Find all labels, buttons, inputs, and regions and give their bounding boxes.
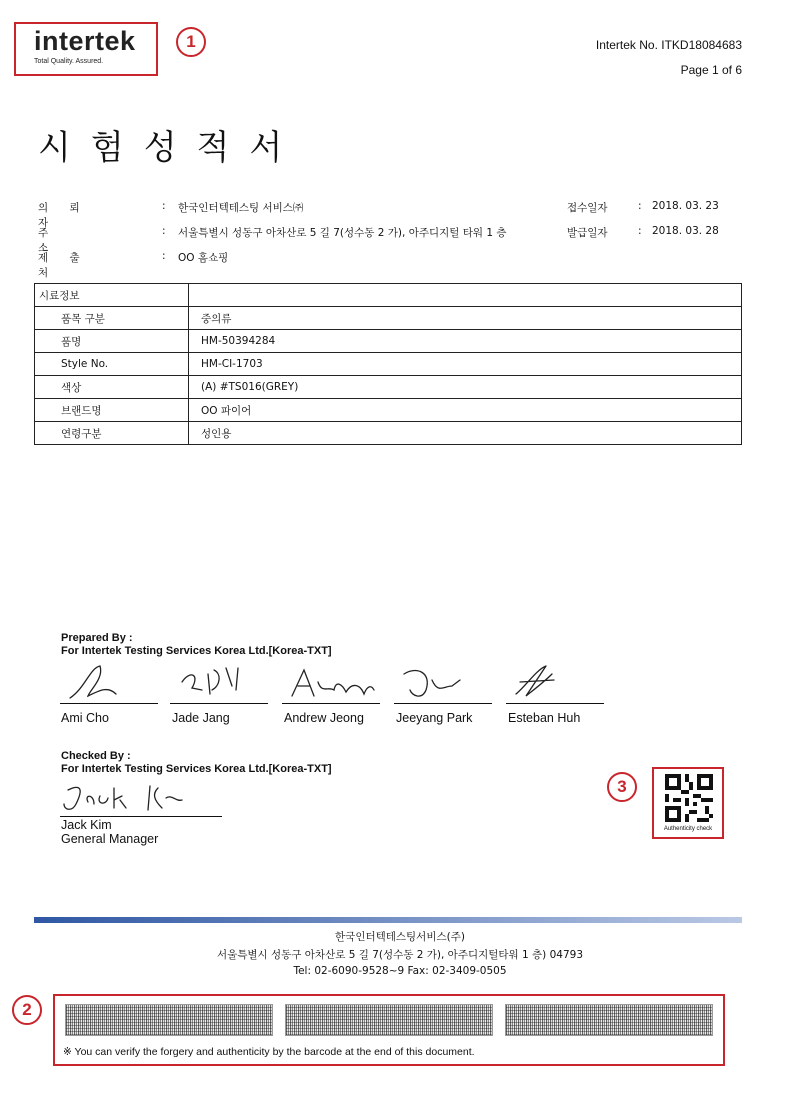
table-row [35,330,742,353]
footer-contact: Tel: 02-6090-9528~9 Fax: 02-3409-0505 [293,965,507,977]
signature-line [506,703,604,704]
barcode-verification-note: ※ You can verify the forgery and authenticity by the barcode at the end of this document. [63,1046,475,1058]
signer-name: Jeeyang Park [396,711,473,725]
row-label: 색상 [35,376,189,399]
intertek-logo [14,22,158,76]
barcode-2 [285,1004,493,1036]
document-title: 시험성적서 [38,128,303,168]
row-value: (A) #TS016(GREY) [189,376,742,399]
signer-name: Andrew Jeong [284,711,364,725]
signature-jack-kim [58,780,228,816]
received-date-value: 2018. 03. 23 [652,200,719,212]
received-colon: : [638,200,642,212]
submitter-row [38,250,108,280]
signer-name: Ami Cho [61,711,109,725]
page-number: Page 1 of 6 [680,63,742,77]
address-value: 서울특별시 성동구 아차산로 5 길 7(성수동 2 가), 아주디지털 타워 1 층 [178,227,507,239]
callout-marker-3: 3 [607,772,637,802]
row-value: HM-50394284 [189,330,742,353]
issued-date-label: 발급일자 [567,227,608,239]
footer-address: 서울특별시 성동구 아차산로 5 길 7(성수동 2 가), 아주디지털타워 1 층) 04793 [216,949,584,961]
signature-line [282,703,380,704]
received-date-label: 접수일자 [567,202,608,214]
checked-by-org: For Intertek Testing Services Korea Ltd.[Korea-TXT] [61,763,332,775]
signature-esteban-huh [516,666,554,696]
authenticity-qr-box [652,767,724,839]
row-value: 중의류 [189,307,742,330]
row-label: 품목 구분 [35,307,189,330]
signature-ami-cho [70,666,116,698]
signature-jeeyang-park [404,671,460,697]
prepared-by-label: Prepared By : [61,632,133,644]
row-value: 성인용 [189,422,742,445]
row-value: OO 파이어 [189,399,742,422]
issued-date-value: 2018. 03. 28 [652,225,719,237]
signature-line [394,703,492,704]
callout-marker-1: 1 [176,27,206,57]
client-colon: : [162,200,166,212]
footer-divider-bar [34,917,742,923]
barcode-3 [505,1004,713,1036]
signature-line [170,703,268,704]
client-value: 한국인터텍테스팅 서비스㈜ [178,202,304,214]
client-label: 의 뢰 자 [38,202,89,229]
table-row [35,422,742,445]
qr-code-icon [665,774,713,822]
table-row [35,399,742,422]
table-header-cell: 시료정보 [35,284,189,307]
barcode-1 [65,1004,273,1036]
logo-wordmark: intertek [34,26,136,56]
checked-by-label: Checked By : [61,750,131,762]
signature-andrew-jeong [292,670,374,696]
table-row [35,376,742,399]
row-label: 브랜드명 [35,399,189,422]
signature-line [60,703,158,704]
logo-tagline: Total Quality. Assured. [34,58,104,65]
callout-marker-2: 2 [12,995,42,1025]
prepared-signatures [60,660,620,704]
row-value: HM-CI-1703 [189,353,742,376]
address-label: 주 소 [38,227,95,254]
row-label: Style No. [35,353,189,376]
checker-name: Jack Kim [61,818,112,832]
signer-name: Jade Jang [172,711,230,725]
issued-colon: : [638,225,642,237]
table-row [35,353,742,376]
submitter-colon: : [162,250,166,262]
table-header-row [35,284,742,307]
table-row [35,307,742,330]
report-number: Intertek No. ITKD18084683 [595,38,742,52]
row-label: 연령구분 [35,422,189,445]
sample-info-table [34,283,742,445]
row-label: 품명 [35,330,189,353]
submitter-label: 제 출 처 [38,252,89,279]
footer-company: 한국인터텍테스팅서비스(주) [335,931,465,943]
address-colon: : [162,225,166,237]
checker-role: General Manager [61,832,159,846]
barcode-verification-box [53,994,725,1066]
qr-caption: Authenticity check [663,826,713,832]
signature-jade-jang [182,668,238,694]
signature-line [60,816,222,817]
prepared-by-org: For Intertek Testing Services Korea Ltd.[Korea-TXT] [61,645,332,657]
submitter-value: OO 홈쇼핑 [178,252,229,264]
table-header-empty [189,284,742,307]
signer-name: Esteban Huh [508,711,581,725]
